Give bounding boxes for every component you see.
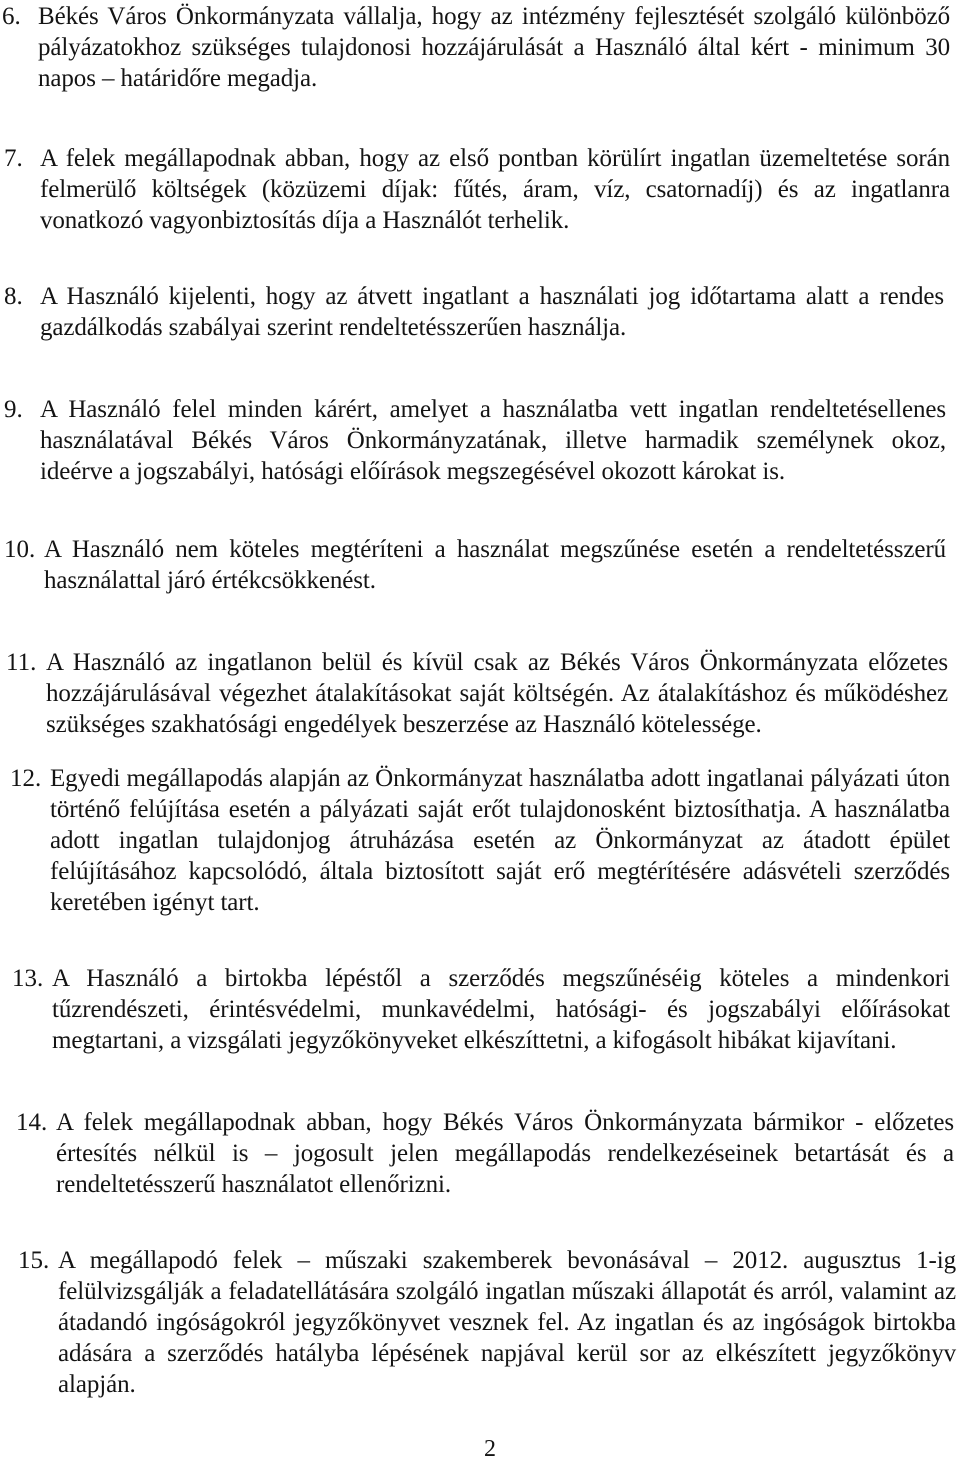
clause-number: 8.	[4, 283, 23, 310]
clause-number: 7.	[4, 145, 23, 172]
clause-text-line: tűzrendészeti, érintésvédelmi, munkavédelmi, hatósági- és jogszabályi előírásokat	[52, 996, 950, 1023]
clause-number: 14.	[16, 1109, 48, 1136]
clause-number: 11.	[6, 649, 37, 676]
clause-text-line: felülvizsgálják a feladatellátására szolgáló ingatlan műszaki állapotát és arról, valamint az	[58, 1278, 956, 1305]
clause-text-line: használattal járó értékcsökkenést.	[44, 567, 376, 594]
clause-text-line: használatával Békés Város Önkormányzatának, illetve harmadik személynek okoz,	[40, 427, 946, 454]
clause-text-line: A Használó az ingatlanon belül és kívül csak az Békés Város Önkormányzata előzetes	[46, 649, 948, 676]
clause-number: 6.	[2, 3, 21, 30]
clause-text-line: A Használó nem köteles megtéríteni a használat megszűnése esetén a rendeltetésszerű	[44, 536, 946, 563]
clause-text-line: hozzájárulásával végezhet átalakításokat saját költségén. Az átalakításhoz és működéshez	[46, 680, 948, 707]
clause-text-line: vonatkozó vagyonbiztosítás díja a Használót terhelik.	[40, 207, 570, 234]
clause-text-line: felújításához kapcsolódó, általa biztosított saját erő megtérítésére adásvételi szerződés	[50, 858, 950, 885]
clause-text-line: megtartani, a vizsgálati jegyzőkönyveket elkészíttetni, a kifogásolt hibákat kijavítani.	[52, 1027, 897, 1054]
clause-text-line: adott ingatlan tulajdonjog átruházása esetén az Önkormányzat az átadott épület	[50, 827, 950, 854]
clause-text-line: alapján.	[58, 1371, 136, 1398]
clause-text-line: rendeltetésszerű használatot ellenőrizni.	[56, 1171, 452, 1198]
page-number: 2	[484, 1436, 496, 1462]
clause-text-line: történő felújítása esetén a pályázati saját erőt tulajdonosként biztosíthatja. A használatba	[50, 796, 950, 823]
clause-text-line: A megállapodó felek – műszaki szakemberek bevonásával – 2012. augusztus 1-ig	[58, 1247, 956, 1274]
clause-number: 9.	[4, 396, 23, 423]
clause-text-line: A felek megállapodnak abban, hogy az első pontban körülírt ingatlan üzemeltetése során	[40, 145, 950, 172]
clause-text-line: Békés Város Önkormányzata vállalja, hogy az intézmény fejlesztését szolgáló különböző	[38, 3, 950, 30]
clause-text-line: keretében igényt tart.	[50, 889, 260, 916]
clause-text-line: A felek megállapodnak abban, hogy Békés Város Önkormányzata bármikor - előzetes	[56, 1109, 954, 1136]
clause-number: 13.	[12, 965, 44, 992]
clause-text-line: szükséges szakhatósági engedélyek beszerzése az Használó kötelessége.	[46, 711, 762, 738]
clause-text-line: ideérve a jogszabályi, hatósági előírások megszegésével okozott károkat is.	[40, 458, 786, 485]
clause-text-line: gazdálkodás szabályai szerint rendeltetésszerűen használja.	[40, 314, 627, 341]
clause-text-line: A Használó felel minden kárért, amelyet a használatba vett ingatlan rendeltetésellenes	[40, 396, 946, 423]
clause-text-line: A Használó a birtokba lépéstől a szerződés megszűnéséig köteles a mindenkori	[52, 965, 950, 992]
clause-text-line: felmerülő költségek (közüzemi díjak: fűtés, áram, víz, csatornadíj) és az ingatlanra	[40, 176, 950, 203]
clause-text-line: értesítés nélkül is – jogosult jelen megállapodás rendelkezéseinek betartását és a	[56, 1140, 954, 1167]
clause-number: 12.	[10, 765, 42, 792]
clause-text-line: Egyedi megállapodás alapján az Önkormányzat használatba adott ingatlanai pályázati úton	[50, 765, 950, 792]
clause-text-line: átadandó ingóságokról jegyzőkönyvet vesznek fel. Az ingatlan és az ingóságok birtokba	[58, 1309, 956, 1336]
clause-number: 10.	[4, 536, 36, 563]
clause-text-line: adására a szerződés hatályba lépésének napjával kerül sor az elkészített jegyzőkönyv	[58, 1340, 956, 1367]
clause-text-line: A Használó kijelenti, hogy az átvett ingatlant a használati jog időtartama alatt a rendes	[40, 283, 944, 310]
clause-text-line: pályázatokhoz szükséges tulajdonosi hozzájárulását a Használó által kért - minimum 30	[38, 34, 950, 61]
clause-number: 15.	[18, 1247, 50, 1274]
clause-text-line: napos – határidőre megadja.	[38, 65, 318, 92]
